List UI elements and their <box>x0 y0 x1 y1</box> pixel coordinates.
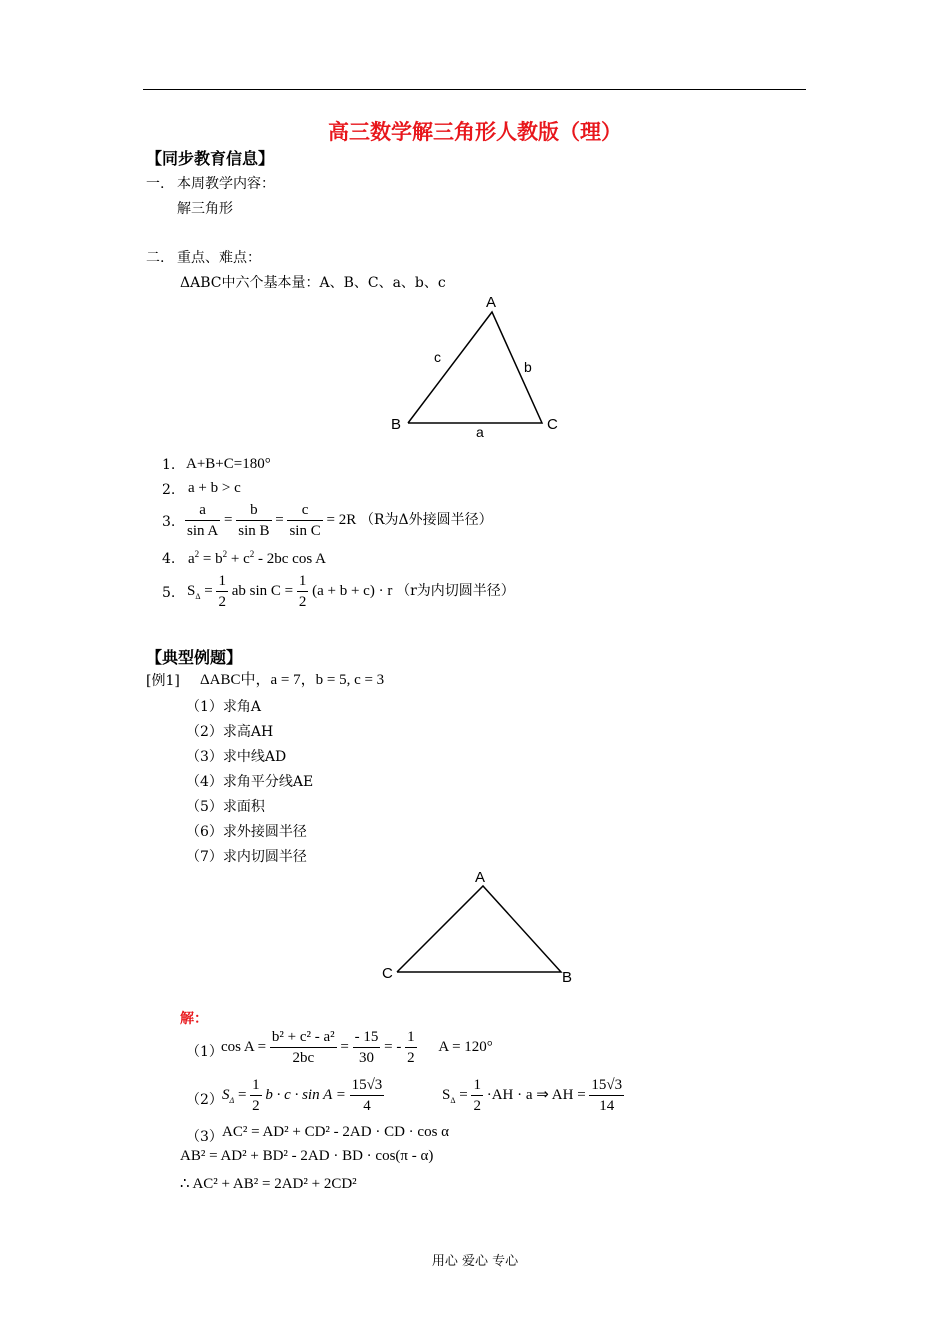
question-3: （3）求中线AD <box>186 749 287 765</box>
example-label: [例1] <box>146 673 180 689</box>
formula5-number: 5. <box>162 585 176 601</box>
vertex-label-c: C <box>547 416 558 433</box>
question-1: （1）求角A <box>186 699 262 715</box>
solution3-line3: ∴ AC² + AB² = 2AD² + 2CD² <box>180 1176 357 1192</box>
formula3-law-of-sines: $\frac{a}{\text{sin A}}$ = $\frac{b}{\text{sin B}}$ = $\frac{c}{\text{sin C}}$ = 2R （R为Δ外接圆半径） <box>187 502 493 539</box>
section-heading-sync-info: 【同步教育信息】 <box>146 149 275 168</box>
question-4: （4）求角平分线AE <box>186 774 314 790</box>
solution3-line1: AC² = AD² + CD² - 2AD · CD · cos α <box>222 1124 450 1140</box>
item1-content: 解三角形 <box>177 201 233 217</box>
formula1-number: 1. <box>162 457 176 473</box>
example-vertex-b: B <box>562 969 573 986</box>
formula5-area: $S_\Delta$ = $\frac{1}{2}$ ab sin C = $\frac{1}{2}$ (a + b + c) · r （r为内切圆半径） <box>187 573 515 610</box>
example-vertex-c: C <box>382 965 393 982</box>
question-7: （7）求内切圆半径 <box>186 849 307 865</box>
solution1-cosine: cos A = $\frac{\text{b² + c² - a²}}{2bc}$ = $\frac{- 15}{30}$ = - $\frac{1}{2}$ A = 120° <box>221 1029 493 1066</box>
side-label-c: c <box>434 349 441 365</box>
solution-label: 解： <box>180 1011 208 1027</box>
header-rule <box>143 89 806 90</box>
triangle-example-diagram <box>375 862 585 987</box>
solution2-area: $S_\Delta$ = $\frac{1}{2}$ b · c · sin A = $\frac{15√3}{4}$ <box>222 1077 383 1114</box>
formula4-law-of-cosines: $a^2 = b^2 + c^2 - 2bc$ cos A <box>188 549 326 567</box>
solution1-label: （1） <box>186 1044 223 1060</box>
item2-content: ΔABC中六个基本量：A、B、C、a、b、c <box>180 275 446 291</box>
solution2-label: （2） <box>186 1092 223 1108</box>
vertex-label-b: B <box>391 416 402 433</box>
item1-text: 本周教学内容： <box>177 176 275 192</box>
page-footer: 用心 爱心 专心 <box>431 1254 519 1269</box>
formula2: a + b > c <box>188 480 241 496</box>
question-2: （2）求高AH <box>186 724 274 740</box>
section-heading-examples: 【典型例题】 <box>146 648 243 667</box>
formula4-number: 4. <box>162 551 176 567</box>
page-title: 高三数学解三角形人教版（理） <box>328 120 622 144</box>
example-vertex-a: A <box>475 869 486 886</box>
side-label-a: a <box>476 424 484 440</box>
triangle-abc-diagram <box>380 290 570 440</box>
item2-label: 二. <box>146 250 165 266</box>
formula3-number: 3. <box>162 514 176 530</box>
question-6: （6）求外接圆半径 <box>186 824 307 840</box>
item2-text: 重点、难点： <box>177 250 261 266</box>
formula1: A+B+C=180° <box>186 456 271 472</box>
solution2-height: $S_\Delta$ = $\frac{1}{2}$ ·AH · a ⇒ AH = $\frac{15√3}{14}$ <box>442 1077 623 1114</box>
solution3-line2: AB² = AD² + BD² - 2AD · BD · cos(π - α) <box>180 1148 434 1164</box>
item1-label: 一. <box>146 176 165 192</box>
side-label-b: b <box>524 359 532 375</box>
solution3-label: （3） <box>186 1129 223 1145</box>
vertex-label-a: A <box>486 294 497 311</box>
formula2-number: 2. <box>162 482 176 498</box>
question-5: （5）求面积 <box>186 799 265 815</box>
example-statement: ΔABC中，a = 7，b = 5, c = 3 <box>200 672 385 688</box>
